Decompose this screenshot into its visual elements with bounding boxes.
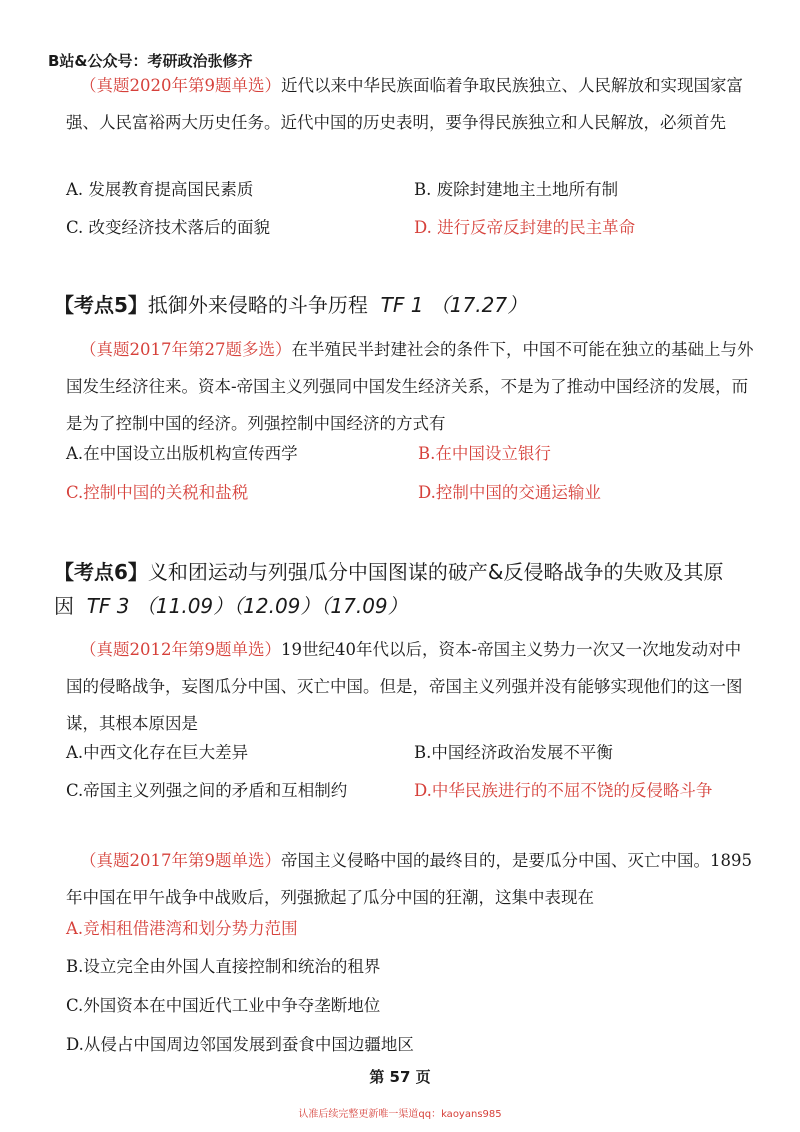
question-4-option-d: D.从侵占中国周边邻国发展到蚕食中国边疆地区 [66, 1035, 414, 1054]
section-heading-5 [54, 288, 754, 322]
question-1-option-b: B. 废除封建地主土地所有制 [414, 180, 619, 199]
question-4-option-c: C.外国资本在中国近代工业中争夺垄断地位 [66, 996, 381, 1015]
section-5-tf: TF 1 [380, 293, 424, 317]
question-1-tag: （真题2020年第9题单选） [80, 76, 281, 95]
question-4-text: 帝国主义侵略中国的最终目的，是要瓜分中国、灭亡中国。1895年中国在甲午战争中战败后，列强掀起了瓜分中国的狂潮，这集中表现在 [66, 851, 752, 907]
question-1-option-a: A. 发展教育提高国民素质 [66, 180, 254, 199]
question-3-tag: （真题2012年第9题单选） [80, 640, 281, 659]
question-3 [66, 631, 756, 742]
question-3-option-c: C.帝国主义列强之间的矛盾和互相制约 [66, 781, 348, 800]
question-4 [66, 842, 756, 916]
question-1-text: 近代以来中华民族面临着争取民族独立、人民解放和实现国家富强、人民富裕两大历史任务。近代中国的历史表明，要争得民族独立和人民解放，必须首先 [66, 76, 743, 132]
footer-note: 认准后续完整更新唯一渠道qq：kaoyans985 [298, 1109, 502, 1120]
section-5-years: （17.27） [429, 293, 528, 317]
question-3-option-d: D.中华民族进行的不屈不饶的反侵略斗争 [414, 781, 713, 800]
question-2-option-a: A.在中国设立出版机构宣传西学 [66, 444, 298, 463]
question-1 [66, 67, 756, 141]
question-2 [66, 331, 756, 442]
question-3-option-a: A.中西文化存在巨大差异 [66, 743, 249, 762]
question-1-option-d: D. 进行反帝反封建的民主革命 [414, 218, 636, 237]
page-number: 第 57 页 [369, 1068, 431, 1086]
question-2-option-b: B.在中国设立银行 [418, 444, 551, 463]
section-6-title: 义和团运动与列强瓜分中国图谋的破产&反侵略战争的失败及其原因 [54, 560, 724, 618]
section-6-tf: TF 3 [86, 594, 130, 618]
question-3-option-b: B.中国经济政治发展不平衡 [414, 743, 613, 762]
question-4-tag: （真题2017年第9题单选） [80, 851, 281, 870]
question-4-option-b: B.设立完全由外国人直接控制和统治的租界 [66, 957, 381, 976]
question-3-text: 19世纪40年代以后，资本-帝国主义势力一次又一次地发动对中国的侵略战争，妄图瓜分中国、灭亡中国。但是，帝国主义列强并没有能够实现他们的这一图谋，其根本原因是 [66, 640, 743, 733]
question-2-option-c: C.控制中国的关税和盐税 [66, 483, 249, 502]
page-header: B站&公众号：考研政治张修齐 [48, 52, 253, 70]
question-2-tag: （真题2017年第27题多选） [80, 340, 292, 359]
question-1-option-c: C. 改变经济技术落后的面貌 [66, 218, 271, 237]
section-6-years: （11.09）（12.09）（17.09） [135, 594, 408, 618]
question-2-option-d: D.控制中国的交通运输业 [418, 483, 601, 502]
section-heading-6 [54, 555, 754, 623]
question-2-text: 在半殖民半封建社会的条件下，中国不可能在独立的基础上与外国发生经济往来。资本-帝国主义列强同中国发生经济关系，不是为了推动中国经济的发展，而是为了控制中国的经济。列强控制中国经济的方式有 [66, 340, 754, 433]
section-5-title: 抵御外来侵略的斗争历程 [147, 293, 368, 317]
section-6-bracket: 【考点6】 [54, 560, 148, 584]
question-4-option-a: A.竞相租借港湾和划分势力范围 [66, 919, 298, 938]
section-5-bracket: 【考点5】 [54, 293, 148, 317]
